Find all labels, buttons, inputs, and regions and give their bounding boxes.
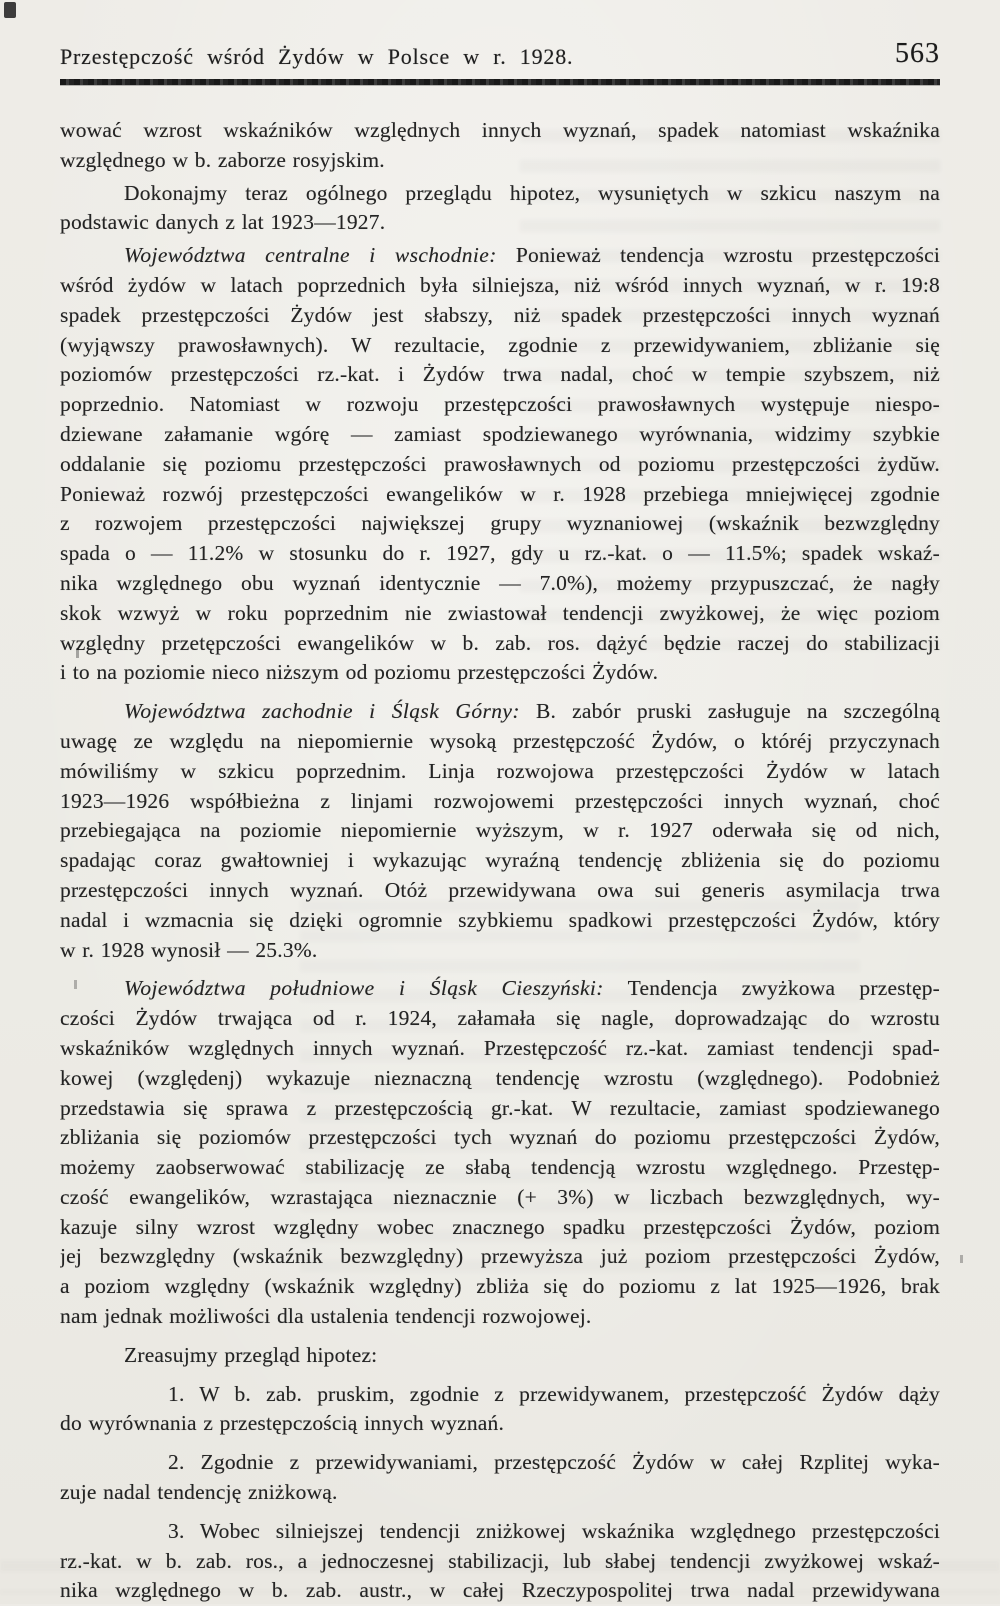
- text-line: Dokonajmy teraz ogólnego przeglądu hipotez, wysuniętych w szkicu naszym na: [124, 180, 940, 205]
- paragraph: [60, 1380, 940, 1440]
- text-line: względny przetępczości ewangelików w b. zab. ros. dążyć będzie raczej do stabilizacji: [60, 630, 940, 655]
- paragraph: [60, 116, 940, 176]
- paragraph: [60, 241, 940, 688]
- text-line: 3. Wobec silniejszej tendencji zniżkowej wskaźnika względnego przestępczości: [168, 1518, 940, 1543]
- text-line: i to na poziomie nieco niższym od poziomu przestępczości Żydów.: [60, 660, 659, 685]
- text-line: do wyrównania z przestępczością innych wyznań.: [60, 1411, 505, 1436]
- header-rule: [60, 79, 940, 85]
- text-line: (wyjąwszy prawosławnych). W rezultacie, zgodnie z przewidywaniem, zbliżanie się: [60, 332, 940, 357]
- page-header: [60, 36, 940, 70]
- text-line: 1. W b. zab. pruskim, zgodnie z przewidywanem, przestępczość Żydów dąży: [168, 1381, 940, 1406]
- text-line: skok wzwyż w roku poprzednim nie zwiastował tendencji zwyżkowej, że więc poziom: [60, 600, 940, 625]
- scan-speck: [4, 2, 16, 18]
- text-line: Województwa zachodnie i Śląsk Górny: B. zabór pruski zasługuje na szczególną: [124, 699, 940, 724]
- text-line: czości Żydów trwająca od r. 1924, załamała się nagle, doprowadzając do wzrostu: [60, 1006, 940, 1031]
- text-line: Zreasujmy przegląd hipotez:: [124, 1342, 378, 1367]
- text-line: spadek przestępczości Żydów jest słabszy, niż spadek przestępczości innych wyznań: [60, 302, 940, 327]
- page-number: 563: [895, 38, 940, 69]
- paragraph: [60, 1341, 940, 1371]
- text-line: jej bezwzględny (wskaźnik bezwzględny) przewyższa już poziom przestępczości Żydów,: [60, 1244, 940, 1269]
- paragraph: [60, 179, 940, 239]
- body-text: [60, 116, 940, 1606]
- text-line: nam jednak możliwości dla ustalenia tendencji rozwojowej.: [60, 1304, 592, 1329]
- text-line: względnego w b. zaborze rosyjskim.: [60, 147, 385, 172]
- text-line: podstawic danych z lat 1923—1927.: [60, 210, 386, 235]
- text-line: a poziom względny (wskaźnik względny) zbliża się do poziomu z lat 1925—1926, brak: [60, 1274, 940, 1299]
- text-line: 1923—1926 współbieżna z linjami rozwojowemi przestępczości innych wyznań, choć: [60, 788, 940, 813]
- text-line: z rozwojem przestępczości największej grupy wyznaniowej (wskaźnik bezwzględny: [60, 511, 940, 536]
- text-line: przestępczości innych wyznań. Otóż przewidywana owa sui generis asymilacja trwa: [60, 877, 940, 902]
- text-line: przebiegająca na poziomie niepomiernie wyższym, w r. 1927 oderwała się od nich,: [60, 818, 940, 843]
- paragraph: [60, 1517, 940, 1606]
- text-line: spada o — 11.2% w stosunku do r. 1927, gdy u rz.-kat. o — 11.5%; spadek wskaź-: [60, 541, 940, 566]
- text-line: poprzednio. Natomiast w rozwoju przestępczości prawosławnych występuje niespo-: [60, 392, 940, 417]
- text-line: zbliżania się poziomów przestępczości tych wyznań do poziomu przestępczości Żydów,: [60, 1125, 940, 1150]
- text-line: w r. 1928 wynosił — 25.3%.: [60, 937, 318, 962]
- text-line: kazuje silny wzrost względny wobec znacznego spadku przestępczości Żydów, poziom: [60, 1214, 940, 1239]
- paragraph: [60, 697, 940, 965]
- text-line: wować wzrost wskaźników względnych innych wyznań, spadek natomiast wskaźnika: [60, 118, 940, 142]
- text-line: możemy zaobserwować stabilizację ze słabą tendencją wzrostu względnego. Przestęp-: [60, 1155, 940, 1180]
- text-line: nika względnego w b. zab. austr., w całej Rzeczypospolitej trwa nadal przewidywana: [60, 1578, 940, 1603]
- text-line: nadal i wzmacnia się dzięki ogromnie szybkiemu spadkowi przestępczości Żydów, który: [60, 907, 940, 932]
- text-line: rz.-kat. w b. zab. ros., a jednoczesnej stabilizacji, lub słabej tendencji zwyżkowej wskaź-: [60, 1548, 940, 1573]
- text-line: nika względnego obu wyznań identycznie — 7.0%), możemy przypuszczać, że nagły: [60, 570, 940, 595]
- text-line: mówiliśmy w szkicu poprzednim. Linja rozwojowa przestępczości Żydów w latach: [60, 758, 940, 783]
- text-line: Województwa południowe i Śląsk Cieszyński: Tendencja zwyżkowa przestęp-: [124, 976, 940, 1001]
- text-line: oddalanie się poziomu przestępczości prawosławnych od poziomu przestępczości żydŭw.: [60, 451, 940, 476]
- text-line: wśród żydów w latach poprzednich była silniejsza, niż wśród innych wyznań, w r. 19:8: [60, 272, 940, 297]
- text-line: poziomów przestępczości rz.-kat. i Żydów trwa nadal, choć w tempie szybszem, niż: [60, 362, 940, 387]
- section-heading-inline: Województwa centralne i wschodnie:: [124, 243, 497, 268]
- paragraph: [60, 1448, 940, 1508]
- section-heading-inline: Województwa południowe i Śląsk Cieszyński:: [124, 976, 604, 1001]
- text-line: czość ewangelików, wzrastająca nieznacznie (+ 3%) w liczbach bezwzględnych, wy-: [60, 1184, 940, 1209]
- scan-speck: [960, 1255, 963, 1263]
- text-line: kowej (względenj) wykazuje nieznaczną tendencję wzrostu (względnego). Podobnież: [60, 1065, 940, 1090]
- text-line: Ponieważ rozwój przestępczości ewangelików w r. 1928 przebiega mniejwięcej zgodnie: [60, 481, 940, 506]
- paragraph: [60, 974, 940, 1332]
- section-heading-inline: Województwa zachodnie i Śląsk Górny:: [124, 699, 520, 724]
- text-line: dziewane załamanie wgórę — zamiast spodziewanego wyrównania, widzimy szybkie: [60, 421, 940, 446]
- text-line: Województwa centralne i wschodnie: Ponieważ tendencja wzrostu przestępczości: [124, 243, 940, 268]
- text-line: przedstawia się sprawa z przestępczością gr.-kat. W rezultacie, zamiast spodziewanego: [60, 1095, 940, 1120]
- text-line: uwagę ze względu na niepomiernie wysoką przestępczość Żydów, o któréj przyczynach: [60, 728, 940, 753]
- text-line: zuje nadal tendencję zniżkową.: [60, 1480, 338, 1505]
- running-title: Przestępczość wśród Żydów w Polsce w r. 1928.: [60, 44, 574, 69]
- text-line: 2. Zgodnie z przewidywaniami, przestępczość Żydów w całej Rzplitej wyka-: [168, 1450, 940, 1475]
- text-line: spadając coraz gwałtowniej i wykazując wyraźną tendencję zbliżenia się do poziomu: [60, 848, 940, 873]
- text-line: wskaźników względnych innych wyznań. Przestępczość rz.-kat. zamiast tendencji spad-: [60, 1035, 940, 1060]
